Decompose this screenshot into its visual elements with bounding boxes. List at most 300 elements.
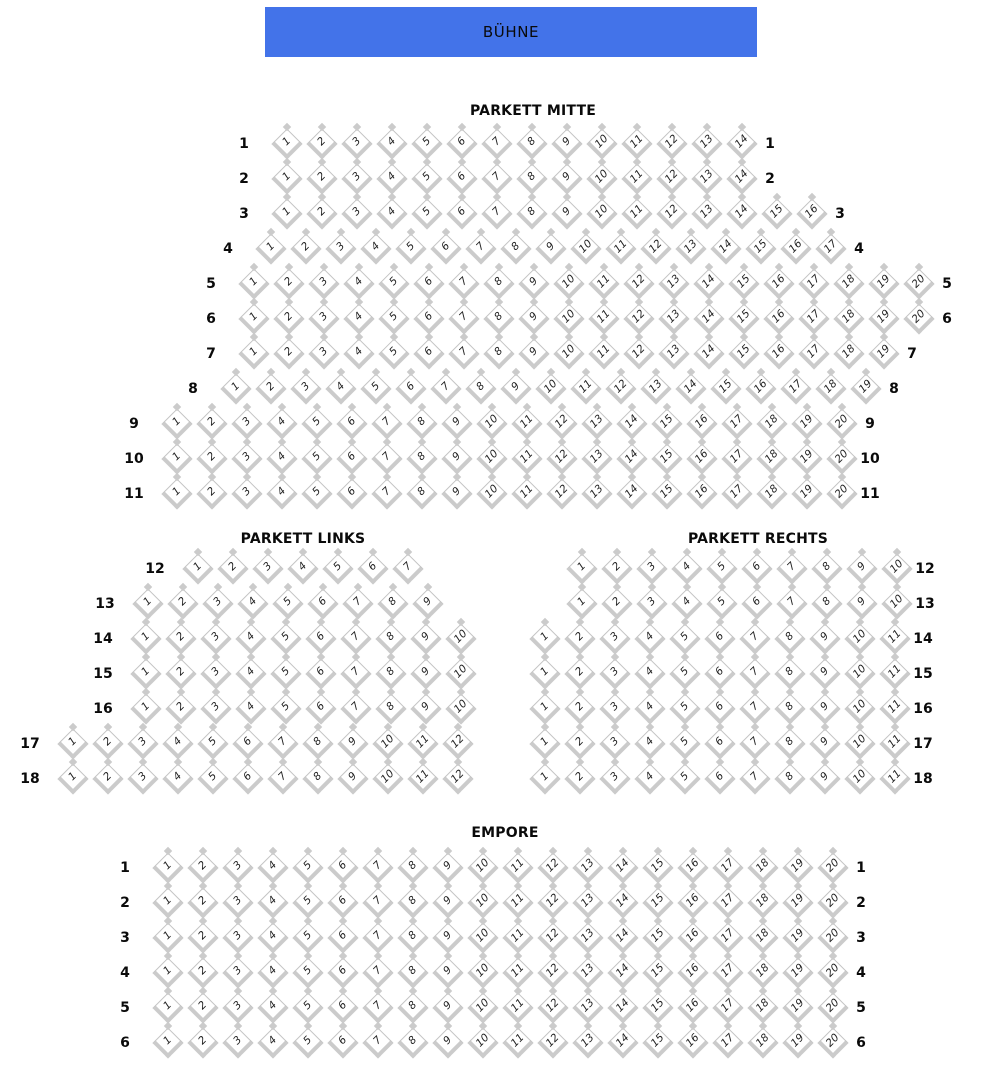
seat-empore-r5-s15[interactable] — [642, 992, 673, 1023]
seat-empore-r6-s20[interactable] — [817, 1027, 848, 1058]
seat-parkett-links-r18-s11[interactable] — [407, 763, 438, 794]
seat-empore-r2-s14[interactable] — [607, 887, 638, 918]
seat-parkett-rechts-r16-s2[interactable] — [564, 693, 595, 724]
seat-parkett-rechts-r16-s11[interactable] — [879, 693, 910, 724]
seat-parkett-mitte-r9-s4[interactable] — [266, 408, 297, 439]
seat-parkett-mitte-r8-s19[interactable] — [850, 373, 881, 404]
seat-empore-r6-s8[interactable] — [397, 1027, 428, 1058]
seat-parkett-mitte-r10-s17[interactable] — [721, 443, 752, 474]
seat-parkett-links-r16-s9[interactable] — [410, 693, 441, 724]
seat-parkett-mitte-r4-s13[interactable] — [675, 233, 706, 264]
seat-parkett-mitte-r9-s18[interactable] — [756, 408, 787, 439]
seat-parkett-rechts-r18-s6[interactable] — [704, 763, 735, 794]
seat-empore-r6-s2[interactable] — [187, 1027, 218, 1058]
seat-empore-r6-s3[interactable] — [222, 1027, 253, 1058]
seat-empore-r3-s2[interactable] — [187, 922, 218, 953]
seat-parkett-links-r16-s3[interactable] — [200, 693, 231, 724]
seat-parkett-mitte-r11-s8[interactable] — [406, 478, 437, 509]
seat-parkett-mitte-r7-s4[interactable] — [343, 338, 374, 369]
seat-parkett-mitte-r6-s12[interactable] — [623, 303, 654, 334]
seat-parkett-mitte-r6-s3[interactable] — [308, 303, 339, 334]
seat-empore-r1-s2[interactable] — [187, 852, 218, 883]
seat-parkett-mitte-r11-s14[interactable] — [616, 478, 647, 509]
seat-empore-r3-s12[interactable] — [537, 922, 568, 953]
seat-parkett-links-r17-s9[interactable] — [337, 728, 368, 759]
seat-empore-r2-s9[interactable] — [432, 887, 463, 918]
seat-parkett-mitte-r8-s8[interactable] — [465, 373, 496, 404]
seat-parkett-mitte-r8-s14[interactable] — [675, 373, 706, 404]
seat-parkett-mitte-r5-s16[interactable] — [763, 268, 794, 299]
seat-parkett-rechts-r17-s3[interactable] — [599, 728, 630, 759]
seat-parkett-mitte-r10-s6[interactable] — [336, 443, 367, 474]
seat-parkett-rechts-r17-s1[interactable] — [529, 728, 560, 759]
seat-empore-r1-s14[interactable] — [607, 852, 638, 883]
seat-parkett-mitte-r2-s8[interactable] — [516, 163, 547, 194]
seat-empore-r3-s9[interactable] — [432, 922, 463, 953]
seat-parkett-mitte-r6-s8[interactable] — [483, 303, 514, 334]
seat-parkett-rechts-r12-s6[interactable] — [741, 553, 772, 584]
seat-parkett-mitte-r3-s5[interactable] — [411, 198, 442, 229]
seat-parkett-mitte-r2-s4[interactable] — [376, 163, 407, 194]
seat-parkett-mitte-r11-s15[interactable] — [651, 478, 682, 509]
seat-parkett-rechts-r16-s10[interactable] — [844, 693, 875, 724]
seat-parkett-rechts-r18-s1[interactable] — [529, 763, 560, 794]
seat-parkett-mitte-r6-s11[interactable] — [588, 303, 619, 334]
seat-parkett-mitte-r3-s4[interactable] — [376, 198, 407, 229]
seat-parkett-mitte-r11-s16[interactable] — [686, 478, 717, 509]
seat-empore-r1-s5[interactable] — [292, 852, 323, 883]
seat-parkett-mitte-r4-s8[interactable] — [500, 233, 531, 264]
seat-parkett-rechts-r13-s1[interactable] — [566, 588, 597, 619]
seat-empore-r2-s7[interactable] — [362, 887, 393, 918]
seat-parkett-rechts-r14-s3[interactable] — [599, 623, 630, 654]
seat-parkett-rechts-r12-s9[interactable] — [846, 553, 877, 584]
seat-parkett-rechts-r12-s8[interactable] — [811, 553, 842, 584]
seat-empore-r2-s1[interactable] — [152, 887, 183, 918]
seat-parkett-mitte-r1-s7[interactable] — [481, 128, 512, 159]
seat-empore-r5-s19[interactable] — [782, 992, 813, 1023]
seat-parkett-mitte-r11-s4[interactable] — [266, 478, 297, 509]
seat-parkett-mitte-r7-s11[interactable] — [588, 338, 619, 369]
seat-parkett-mitte-r2-s14[interactable] — [726, 163, 757, 194]
seat-parkett-rechts-r13-s2[interactable] — [601, 588, 632, 619]
seat-parkett-mitte-r4-s1[interactable] — [255, 233, 286, 264]
seat-parkett-links-r14-s3[interactable] — [200, 623, 231, 654]
seat-empore-r6-s10[interactable] — [467, 1027, 498, 1058]
seat-parkett-rechts-r12-s7[interactable] — [776, 553, 807, 584]
seat-parkett-mitte-r6-s10[interactable] — [553, 303, 584, 334]
seat-parkett-rechts-r13-s5[interactable] — [706, 588, 737, 619]
seat-parkett-mitte-r5-s11[interactable] — [588, 268, 619, 299]
seat-empore-r2-s18[interactable] — [747, 887, 778, 918]
seat-parkett-rechts-r12-s4[interactable] — [671, 553, 702, 584]
seat-empore-r6-s18[interactable] — [747, 1027, 778, 1058]
seat-parkett-mitte-r7-s6[interactable] — [413, 338, 444, 369]
seat-empore-r4-s11[interactable] — [502, 957, 533, 988]
seat-parkett-mitte-r10-s13[interactable] — [581, 443, 612, 474]
seat-parkett-links-r15-s7[interactable] — [340, 658, 371, 689]
seat-parkett-mitte-r9-s12[interactable] — [546, 408, 577, 439]
seat-empore-r1-s4[interactable] — [257, 852, 288, 883]
seat-parkett-mitte-r5-s17[interactable] — [798, 268, 829, 299]
seat-empore-r4-s20[interactable] — [817, 957, 848, 988]
seat-empore-r5-s9[interactable] — [432, 992, 463, 1023]
seat-parkett-mitte-r3-s8[interactable] — [516, 198, 547, 229]
seat-empore-r1-s6[interactable] — [327, 852, 358, 883]
seat-empore-r4-s15[interactable] — [642, 957, 673, 988]
seat-parkett-mitte-r6-s2[interactable] — [273, 303, 304, 334]
seat-parkett-mitte-r5-s6[interactable] — [413, 268, 444, 299]
seat-parkett-mitte-r4-s14[interactable] — [710, 233, 741, 264]
seat-parkett-links-r13-s8[interactable] — [377, 588, 408, 619]
seat-parkett-rechts-r16-s6[interactable] — [704, 693, 735, 724]
seat-parkett-mitte-r5-s8[interactable] — [483, 268, 514, 299]
seat-parkett-mitte-r7-s17[interactable] — [798, 338, 829, 369]
seat-parkett-rechts-r18-s8[interactable] — [774, 763, 805, 794]
seat-parkett-mitte-r2-s12[interactable] — [656, 163, 687, 194]
seat-parkett-mitte-r5-s3[interactable] — [308, 268, 339, 299]
seat-parkett-mitte-r7-s19[interactable] — [868, 338, 899, 369]
seat-empore-r3-s15[interactable] — [642, 922, 673, 953]
seat-parkett-mitte-r2-s3[interactable] — [341, 163, 372, 194]
seat-parkett-mitte-r6-s20[interactable] — [903, 303, 934, 334]
seat-parkett-mitte-r4-s16[interactable] — [780, 233, 811, 264]
seat-parkett-links-r17-s2[interactable] — [92, 728, 123, 759]
seat-empore-r2-s2[interactable] — [187, 887, 218, 918]
seat-empore-r1-s1[interactable] — [152, 852, 183, 883]
seat-empore-r6-s9[interactable] — [432, 1027, 463, 1058]
seat-parkett-rechts-r15-s2[interactable] — [564, 658, 595, 689]
seat-parkett-mitte-r7-s5[interactable] — [378, 338, 409, 369]
seat-empore-r6-s16[interactable] — [677, 1027, 708, 1058]
seat-parkett-rechts-r17-s8[interactable] — [774, 728, 805, 759]
seat-empore-r2-s5[interactable] — [292, 887, 323, 918]
seat-parkett-mitte-r5-s2[interactable] — [273, 268, 304, 299]
seat-parkett-mitte-r11-s9[interactable] — [441, 478, 472, 509]
seat-parkett-mitte-r6-s18[interactable] — [833, 303, 864, 334]
seat-parkett-rechts-r15-s7[interactable] — [739, 658, 770, 689]
seat-empore-r4-s9[interactable] — [432, 957, 463, 988]
seat-empore-r4-s10[interactable] — [467, 957, 498, 988]
seat-empore-r5-s18[interactable] — [747, 992, 778, 1023]
seat-parkett-links-r13-s2[interactable] — [167, 588, 198, 619]
seat-parkett-mitte-r1-s1[interactable] — [271, 128, 302, 159]
seat-parkett-mitte-r1-s6[interactable] — [446, 128, 477, 159]
seat-empore-r5-s20[interactable] — [817, 992, 848, 1023]
seat-parkett-mitte-r11-s18[interactable] — [756, 478, 787, 509]
seat-parkett-links-r12-s7[interactable] — [392, 553, 423, 584]
seat-parkett-links-r12-s2[interactable] — [217, 553, 248, 584]
seat-parkett-mitte-r9-s13[interactable] — [581, 408, 612, 439]
seat-parkett-mitte-r3-s9[interactable] — [551, 198, 582, 229]
seat-parkett-mitte-r7-s2[interactable] — [273, 338, 304, 369]
seat-empore-r1-s3[interactable] — [222, 852, 253, 883]
seat-empore-r2-s8[interactable] — [397, 887, 428, 918]
seat-empore-r4-s12[interactable] — [537, 957, 568, 988]
seat-empore-r4-s18[interactable] — [747, 957, 778, 988]
seat-parkett-mitte-r8-s10[interactable] — [535, 373, 566, 404]
seat-parkett-links-r14-s9[interactable] — [410, 623, 441, 654]
seat-parkett-mitte-r3-s11[interactable] — [621, 198, 652, 229]
seat-parkett-mitte-r1-s9[interactable] — [551, 128, 582, 159]
seat-parkett-rechts-r16-s3[interactable] — [599, 693, 630, 724]
seat-parkett-mitte-r9-s5[interactable] — [301, 408, 332, 439]
seat-parkett-links-r18-s3[interactable] — [127, 763, 158, 794]
seat-empore-r5-s14[interactable] — [607, 992, 638, 1023]
seat-empore-r4-s3[interactable] — [222, 957, 253, 988]
seat-empore-r5-s17[interactable] — [712, 992, 743, 1023]
seat-empore-r4-s5[interactable] — [292, 957, 323, 988]
seat-parkett-links-r17-s3[interactable] — [127, 728, 158, 759]
seat-parkett-rechts-r18-s11[interactable] — [879, 763, 910, 794]
seat-parkett-links-r14-s5[interactable] — [270, 623, 301, 654]
seat-parkett-mitte-r11-s19[interactable] — [791, 478, 822, 509]
seat-parkett-mitte-r6-s19[interactable] — [868, 303, 899, 334]
seat-parkett-rechts-r15-s5[interactable] — [669, 658, 700, 689]
seat-parkett-links-r13-s4[interactable] — [237, 588, 268, 619]
seat-parkett-rechts-r14-s5[interactable] — [669, 623, 700, 654]
seat-parkett-rechts-r13-s10[interactable] — [881, 588, 912, 619]
seat-parkett-rechts-r14-s9[interactable] — [809, 623, 840, 654]
seat-parkett-mitte-r10-s1[interactable] — [161, 443, 192, 474]
seat-parkett-links-r12-s5[interactable] — [322, 553, 353, 584]
seat-parkett-mitte-r2-s5[interactable] — [411, 163, 442, 194]
seat-parkett-mitte-r8-s4[interactable] — [325, 373, 356, 404]
seat-parkett-rechts-r14-s6[interactable] — [704, 623, 735, 654]
seat-parkett-mitte-r9-s11[interactable] — [511, 408, 542, 439]
seat-empore-r4-s16[interactable] — [677, 957, 708, 988]
seat-parkett-mitte-r8-s13[interactable] — [640, 373, 671, 404]
seat-parkett-mitte-r4-s10[interactable] — [570, 233, 601, 264]
seat-parkett-mitte-r1-s13[interactable] — [691, 128, 722, 159]
seat-parkett-mitte-r10-s19[interactable] — [791, 443, 822, 474]
seat-parkett-links-r17-s1[interactable] — [57, 728, 88, 759]
seat-parkett-mitte-r5-s12[interactable] — [623, 268, 654, 299]
seat-parkett-mitte-r4-s11[interactable] — [605, 233, 636, 264]
seat-parkett-mitte-r4-s7[interactable] — [465, 233, 496, 264]
seat-parkett-mitte-r7-s7[interactable] — [448, 338, 479, 369]
seat-parkett-mitte-r8-s9[interactable] — [500, 373, 531, 404]
seat-parkett-links-r16-s1[interactable] — [130, 693, 161, 724]
seat-parkett-mitte-r7-s1[interactable] — [238, 338, 269, 369]
seat-empore-r2-s12[interactable] — [537, 887, 568, 918]
seat-parkett-mitte-r5-s10[interactable] — [553, 268, 584, 299]
seat-empore-r5-s16[interactable] — [677, 992, 708, 1023]
seat-parkett-mitte-r11-s11[interactable] — [511, 478, 542, 509]
seat-empore-r4-s19[interactable] — [782, 957, 813, 988]
seat-parkett-links-r14-s4[interactable] — [235, 623, 266, 654]
seat-parkett-links-r17-s10[interactable] — [372, 728, 403, 759]
seat-parkett-rechts-r17-s2[interactable] — [564, 728, 595, 759]
seat-parkett-mitte-r10-s7[interactable] — [371, 443, 402, 474]
seat-empore-r2-s17[interactable] — [712, 887, 743, 918]
seat-parkett-mitte-r8-s1[interactable] — [220, 373, 251, 404]
seat-parkett-rechts-r13-s7[interactable] — [776, 588, 807, 619]
seat-parkett-mitte-r11-s13[interactable] — [581, 478, 612, 509]
seat-empore-r4-s8[interactable] — [397, 957, 428, 988]
seat-parkett-mitte-r1-s3[interactable] — [341, 128, 372, 159]
seat-parkett-rechts-r16-s4[interactable] — [634, 693, 665, 724]
seat-parkett-rechts-r14-s11[interactable] — [879, 623, 910, 654]
seat-parkett-rechts-r15-s4[interactable] — [634, 658, 665, 689]
seat-parkett-mitte-r3-s16[interactable] — [796, 198, 827, 229]
seat-empore-r3-s7[interactable] — [362, 922, 393, 953]
seat-parkett-mitte-r3-s3[interactable] — [341, 198, 372, 229]
seat-empore-r3-s14[interactable] — [607, 922, 638, 953]
seat-parkett-rechts-r16-s7[interactable] — [739, 693, 770, 724]
seat-empore-r5-s11[interactable] — [502, 992, 533, 1023]
seat-empore-r1-s20[interactable] — [817, 852, 848, 883]
seat-empore-r3-s1[interactable] — [152, 922, 183, 953]
seat-parkett-links-r18-s5[interactable] — [197, 763, 228, 794]
seat-parkett-mitte-r8-s12[interactable] — [605, 373, 636, 404]
seat-parkett-mitte-r6-s7[interactable] — [448, 303, 479, 334]
seat-parkett-rechts-r18-s10[interactable] — [844, 763, 875, 794]
seat-parkett-rechts-r17-s6[interactable] — [704, 728, 735, 759]
seat-parkett-links-r16-s10[interactable] — [445, 693, 476, 724]
seat-empore-r6-s11[interactable] — [502, 1027, 533, 1058]
seat-empore-r2-s19[interactable] — [782, 887, 813, 918]
seat-parkett-links-r13-s5[interactable] — [272, 588, 303, 619]
seat-empore-r1-s15[interactable] — [642, 852, 673, 883]
seat-parkett-mitte-r10-s15[interactable] — [651, 443, 682, 474]
seat-parkett-rechts-r12-s1[interactable] — [566, 553, 597, 584]
seat-empore-r1-s8[interactable] — [397, 852, 428, 883]
seat-parkett-mitte-r10-s14[interactable] — [616, 443, 647, 474]
seat-parkett-mitte-r9-s1[interactable] — [161, 408, 192, 439]
seat-empore-r3-s20[interactable] — [817, 922, 848, 953]
seat-parkett-mitte-r6-s5[interactable] — [378, 303, 409, 334]
seat-parkett-mitte-r3-s7[interactable] — [481, 198, 512, 229]
seat-parkett-links-r12-s1[interactable] — [182, 553, 213, 584]
seat-parkett-mitte-r2-s2[interactable] — [306, 163, 337, 194]
seat-parkett-links-r14-s10[interactable] — [445, 623, 476, 654]
seat-empore-r3-s11[interactable] — [502, 922, 533, 953]
seat-parkett-mitte-r1-s11[interactable] — [621, 128, 652, 159]
seat-parkett-mitte-r5-s13[interactable] — [658, 268, 689, 299]
seat-parkett-mitte-r6-s14[interactable] — [693, 303, 724, 334]
seat-parkett-rechts-r15-s10[interactable] — [844, 658, 875, 689]
seat-parkett-mitte-r11-s7[interactable] — [371, 478, 402, 509]
seat-parkett-rechts-r14-s10[interactable] — [844, 623, 875, 654]
seat-parkett-mitte-r5-s14[interactable] — [693, 268, 724, 299]
seat-empore-r6-s1[interactable] — [152, 1027, 183, 1058]
seat-parkett-mitte-r2-s10[interactable] — [586, 163, 617, 194]
seat-empore-r1-s16[interactable] — [677, 852, 708, 883]
seat-parkett-mitte-r4-s12[interactable] — [640, 233, 671, 264]
seat-empore-r1-s17[interactable] — [712, 852, 743, 883]
seat-parkett-links-r17-s5[interactable] — [197, 728, 228, 759]
seat-parkett-mitte-r8-s5[interactable] — [360, 373, 391, 404]
seat-parkett-mitte-r2-s9[interactable] — [551, 163, 582, 194]
seat-parkett-mitte-r6-s17[interactable] — [798, 303, 829, 334]
seat-parkett-links-r15-s3[interactable] — [200, 658, 231, 689]
seat-parkett-links-r16-s6[interactable] — [305, 693, 336, 724]
seat-parkett-rechts-r15-s8[interactable] — [774, 658, 805, 689]
seat-parkett-mitte-r6-s9[interactable] — [518, 303, 549, 334]
seat-parkett-links-r12-s3[interactable] — [252, 553, 283, 584]
seat-empore-r2-s11[interactable] — [502, 887, 533, 918]
seat-parkett-rechts-r16-s9[interactable] — [809, 693, 840, 724]
seat-parkett-mitte-r5-s18[interactable] — [833, 268, 864, 299]
seat-parkett-mitte-r2-s1[interactable] — [271, 163, 302, 194]
seat-parkett-links-r13-s1[interactable] — [132, 588, 163, 619]
seat-parkett-links-r15-s4[interactable] — [235, 658, 266, 689]
seat-parkett-rechts-r13-s8[interactable] — [811, 588, 842, 619]
seat-empore-r3-s13[interactable] — [572, 922, 603, 953]
seat-parkett-rechts-r12-s2[interactable] — [601, 553, 632, 584]
seat-empore-r1-s19[interactable] — [782, 852, 813, 883]
seat-parkett-links-r18-s8[interactable] — [302, 763, 333, 794]
seat-parkett-mitte-r10-s3[interactable] — [231, 443, 262, 474]
seat-parkett-mitte-r9-s7[interactable] — [371, 408, 402, 439]
seat-parkett-links-r18-s2[interactable] — [92, 763, 123, 794]
seat-parkett-links-r15-s6[interactable] — [305, 658, 336, 689]
seat-parkett-rechts-r15-s1[interactable] — [529, 658, 560, 689]
seat-parkett-mitte-r8-s2[interactable] — [255, 373, 286, 404]
seat-parkett-rechts-r13-s9[interactable] — [846, 588, 877, 619]
seat-empore-r1-s10[interactable] — [467, 852, 498, 883]
seat-parkett-mitte-r10-s10[interactable] — [476, 443, 507, 474]
seat-empore-r1-s12[interactable] — [537, 852, 568, 883]
seat-parkett-mitte-r9-s9[interactable] — [441, 408, 472, 439]
seat-parkett-mitte-r7-s16[interactable] — [763, 338, 794, 369]
seat-empore-r4-s4[interactable] — [257, 957, 288, 988]
seat-parkett-links-r15-s9[interactable] — [410, 658, 441, 689]
seat-empore-r2-s20[interactable] — [817, 887, 848, 918]
seat-empore-r4-s7[interactable] — [362, 957, 393, 988]
seat-parkett-rechts-r12-s5[interactable] — [706, 553, 737, 584]
seat-parkett-mitte-r4-s17[interactable] — [815, 233, 846, 264]
seat-parkett-mitte-r7-s14[interactable] — [693, 338, 724, 369]
seat-empore-r5-s1[interactable] — [152, 992, 183, 1023]
seat-empore-r5-s7[interactable] — [362, 992, 393, 1023]
seat-parkett-mitte-r5-s4[interactable] — [343, 268, 374, 299]
seat-parkett-rechts-r13-s4[interactable] — [671, 588, 702, 619]
seat-empore-r4-s1[interactable] — [152, 957, 183, 988]
seat-parkett-mitte-r10-s9[interactable] — [441, 443, 472, 474]
seat-parkett-rechts-r14-s8[interactable] — [774, 623, 805, 654]
seat-parkett-mitte-r7-s15[interactable] — [728, 338, 759, 369]
seat-parkett-mitte-r7-s18[interactable] — [833, 338, 864, 369]
seat-parkett-mitte-r6-s15[interactable] — [728, 303, 759, 334]
seat-parkett-links-r14-s7[interactable] — [340, 623, 371, 654]
seat-parkett-mitte-r2-s7[interactable] — [481, 163, 512, 194]
seat-empore-r5-s8[interactable] — [397, 992, 428, 1023]
seat-parkett-mitte-r9-s2[interactable] — [196, 408, 227, 439]
seat-parkett-mitte-r11-s1[interactable] — [161, 478, 192, 509]
seat-parkett-links-r18-s4[interactable] — [162, 763, 193, 794]
seat-parkett-links-r18-s6[interactable] — [232, 763, 263, 794]
seat-empore-r5-s12[interactable] — [537, 992, 568, 1023]
seat-parkett-mitte-r10-s8[interactable] — [406, 443, 437, 474]
seat-parkett-rechts-r15-s6[interactable] — [704, 658, 735, 689]
seat-parkett-mitte-r8-s6[interactable] — [395, 373, 426, 404]
seat-parkett-mitte-r3-s6[interactable] — [446, 198, 477, 229]
seat-parkett-mitte-r9-s15[interactable] — [651, 408, 682, 439]
seat-parkett-mitte-r8-s3[interactable] — [290, 373, 321, 404]
seat-parkett-rechts-r17-s11[interactable] — [879, 728, 910, 759]
seat-parkett-links-r16-s7[interactable] — [340, 693, 371, 724]
seat-parkett-mitte-r9-s19[interactable] — [791, 408, 822, 439]
seat-parkett-mitte-r1-s5[interactable] — [411, 128, 442, 159]
seat-parkett-mitte-r3-s2[interactable] — [306, 198, 337, 229]
seat-parkett-links-r14-s8[interactable] — [375, 623, 406, 654]
seat-parkett-mitte-r5-s20[interactable] — [903, 268, 934, 299]
seat-parkett-mitte-r10-s20[interactable] — [826, 443, 857, 474]
seat-parkett-mitte-r1-s10[interactable] — [586, 128, 617, 159]
seat-parkett-mitte-r11-s10[interactable] — [476, 478, 507, 509]
